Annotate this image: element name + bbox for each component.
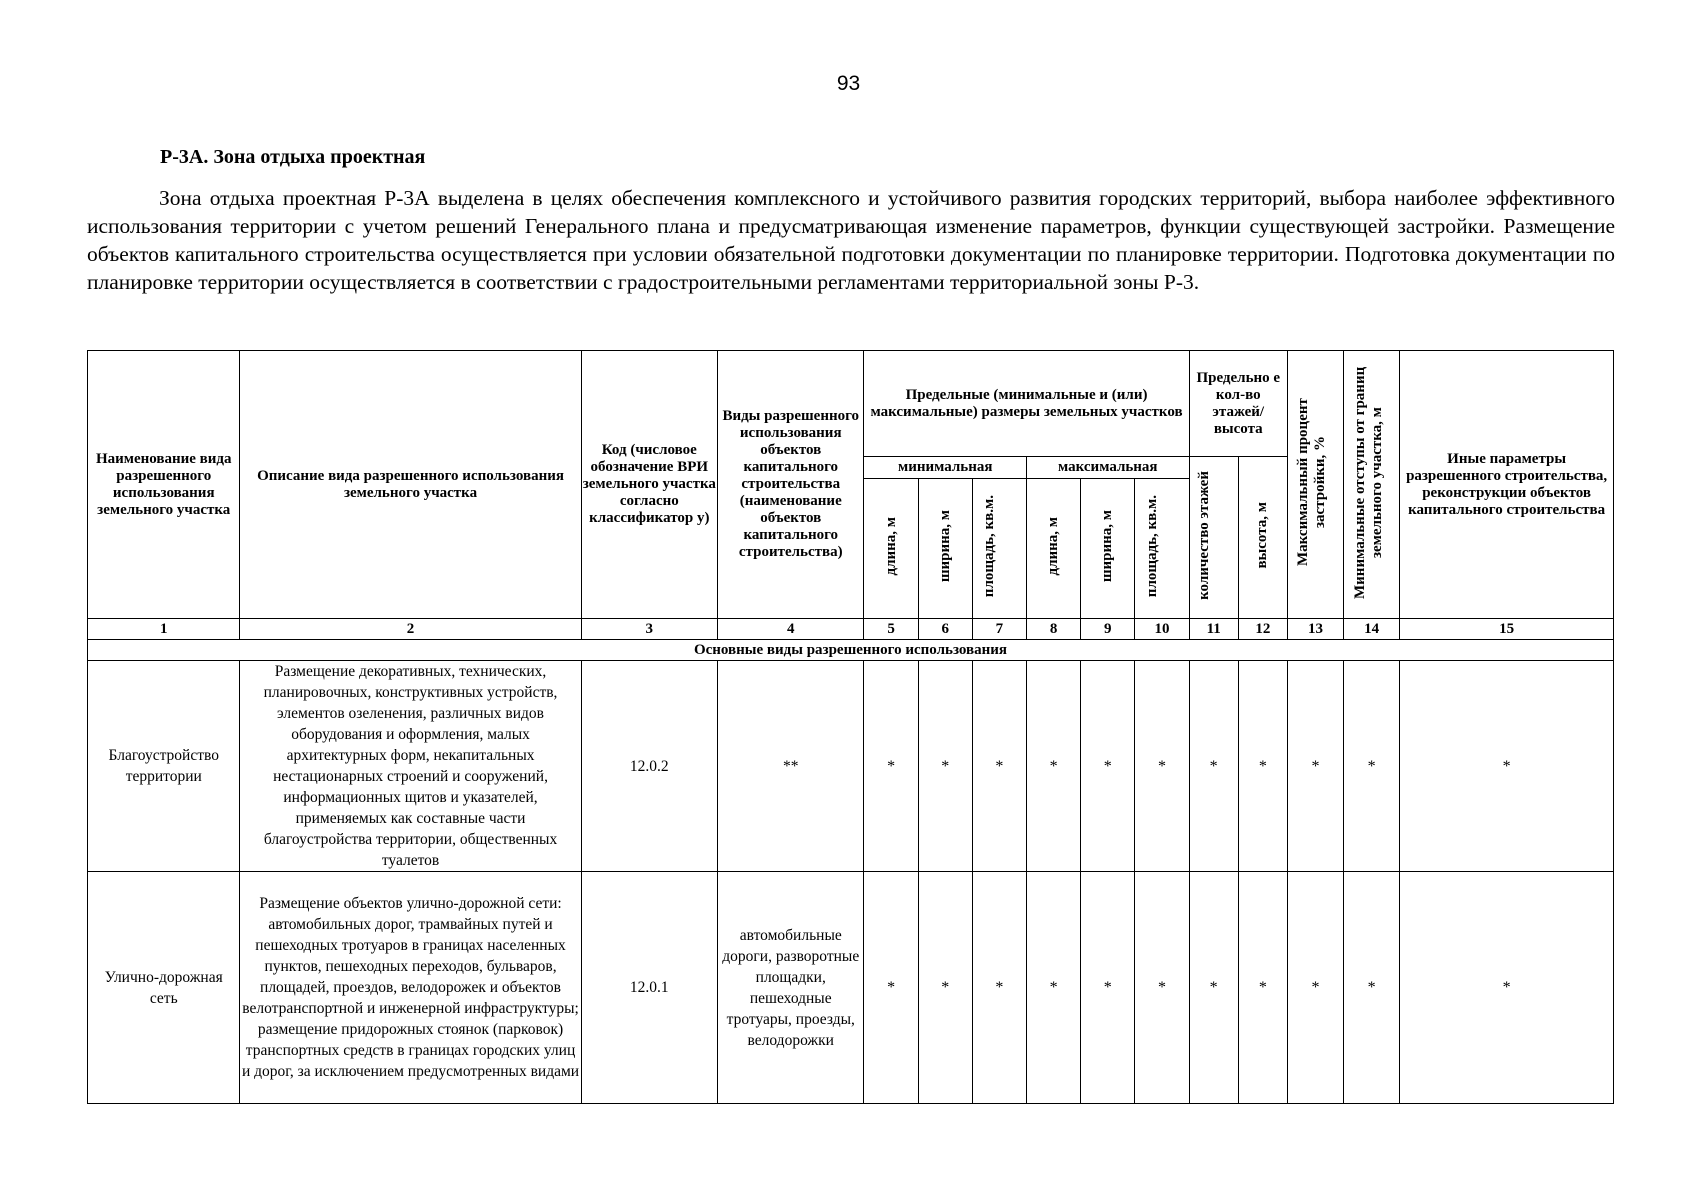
header-min-setback [1344,351,1400,619]
column-number: 11 [1189,619,1238,640]
row-value: * [1344,872,1400,1104]
row-code: 12.0.1 [581,872,717,1104]
row-value: * [1287,661,1343,872]
header-kinds: Виды разрешенного использования объектов капитального строительства (наименование объектов капитального строительства) [718,351,864,619]
header-limits: Предельные (минимальные и (или) максимальные) размеры земельных участков [864,351,1189,457]
column-number-row [88,619,1614,640]
header-code: Код (числовое обозначение ВРИ земельного участка согласно классификатор у) [581,351,717,619]
row-code: 12.0.2 [581,661,717,872]
row-value: * [1287,872,1343,1104]
group-title: Основные виды разрешенного использования [88,640,1614,661]
header-min-area [972,479,1026,619]
column-number: 6 [918,619,972,640]
row-description: Размещение объектов улично-дорожной сети: автомобильных дорог, трамвайных путей и пешеходных тротуаров в границах населенных пунктов, пешеходных переходов, бульваров, площадей, проездов, велодорожек и объектов велотранспортной и инженерной инфраструктуры; размещение придорожных стоянок (парковок) транспортных средств в границах городских улиц и дорог, за исключением предусмотренных видами [240,872,581,1104]
column-number: 15 [1400,619,1614,640]
header-height-text: высота, м [1254,501,1271,569]
row-value: * [1238,661,1287,872]
header-max-length [1027,479,1081,619]
column-number: 14 [1344,619,1400,640]
row-kinds: ** [718,661,864,872]
row-value: * [1081,661,1135,872]
intro-paragraph: Зона отдыха проектная Р-3А выделена в целях обеспечения комплексного и устойчивого развития городских территорий, выбора наиболее эффективного использования территории с учетом решений Генерального плана и предусматривающая изменение параметров, функции существующей застройки. Размещение объектов капитального строительства осуществляется при условии обязательной подготовки документации по планировке территории. Подготовка документации по планировке территории осуществляется в соответствии с градостроительными регламентами территориальной зоны Р-3. [87,186,1615,294]
header-minimal: минимальная [864,457,1027,479]
column-number: 2 [240,619,581,640]
column-number: 3 [581,619,717,640]
group-title-row [88,640,1614,661]
header-floors-group: Предельно е кол-во этажей/ высота [1189,351,1287,457]
row-name: Улично-дорожная сеть [88,872,240,1104]
header-other: Иные параметры разрешенного строительства, реконструкции объектов капитального строительства [1400,351,1614,619]
header-max-width [1081,479,1135,619]
header-name: Наименование вида разрешенного использования земельного участка [88,351,240,619]
row-value: * [1135,661,1189,872]
page-number: 93 [836,72,861,95]
row-value: * [1027,872,1081,1104]
row-value: * [1081,872,1135,1104]
header-maximal: максимальная [1027,457,1190,479]
row-value: * [1400,872,1614,1104]
header-min-width [918,479,972,619]
header-max-percent-text: Максимальный процент застройки, % [1295,398,1329,566]
column-number: 1 [88,619,240,640]
header-max-area [1135,479,1189,619]
header-description: Описание вида разрешенного использования земельного участка [240,351,581,619]
column-number: 13 [1287,619,1343,640]
row-value: * [1400,661,1614,872]
row-value: * [1135,872,1189,1104]
header-max-percent [1287,351,1343,619]
header-max-area-text: площадь, кв.м. [1143,494,1160,598]
row-value: * [864,661,918,872]
header-floors-count-text: количество этажей [1195,470,1212,600]
header-min-length [864,479,918,619]
row-value: * [1027,661,1081,872]
header-floors-count [1189,457,1238,619]
header-max-length-text: длина, м [1045,516,1062,576]
regulations-table [87,350,1614,1104]
header-height [1238,457,1287,619]
row-value: * [1238,872,1287,1104]
header-min-area-text: площадь, кв.м. [981,494,998,598]
table-row [88,661,1614,872]
row-description: Размещение декоративных, технических, планировочных, конструктивных устройств, элементов озеленения, различных видов оборудования и оформления, малых архитектурных форм, некапитальных нестационарных строений и сооружений, информационных щитов и указателей, применяемых как составные части благоустройства территории, общественных туалетов [240,661,581,872]
header-min-width-text: ширина, м [936,509,953,583]
row-value: * [972,661,1026,872]
header-min-setback-text: Минимальные отступы от границ земельного участка, м [1351,365,1385,599]
column-number: 9 [1081,619,1135,640]
header-max-width-text: ширина, м [1099,509,1116,583]
row-value: * [1189,661,1238,872]
table-row [88,872,1614,1104]
row-kinds: автомобильные дороги, разворотные площадки, пешеходные тротуары, проезды, велодорожки [718,872,864,1104]
column-number: 5 [864,619,918,640]
column-number: 4 [718,619,864,640]
row-value: * [972,872,1026,1104]
column-number: 8 [1027,619,1081,640]
column-number: 10 [1135,619,1189,640]
row-value: * [1344,661,1400,872]
row-value: * [864,872,918,1104]
section-title: Р-3А. Зона отдыха проектная [160,146,426,168]
column-number: 12 [1238,619,1287,640]
row-value: * [918,872,972,1104]
header-row-1 [88,351,1614,457]
row-value: * [1189,872,1238,1104]
row-name: Благоустройство территории [88,661,240,872]
header-min-length-text: длина, м [882,516,899,576]
column-number: 7 [972,619,1026,640]
row-value: * [918,661,972,872]
